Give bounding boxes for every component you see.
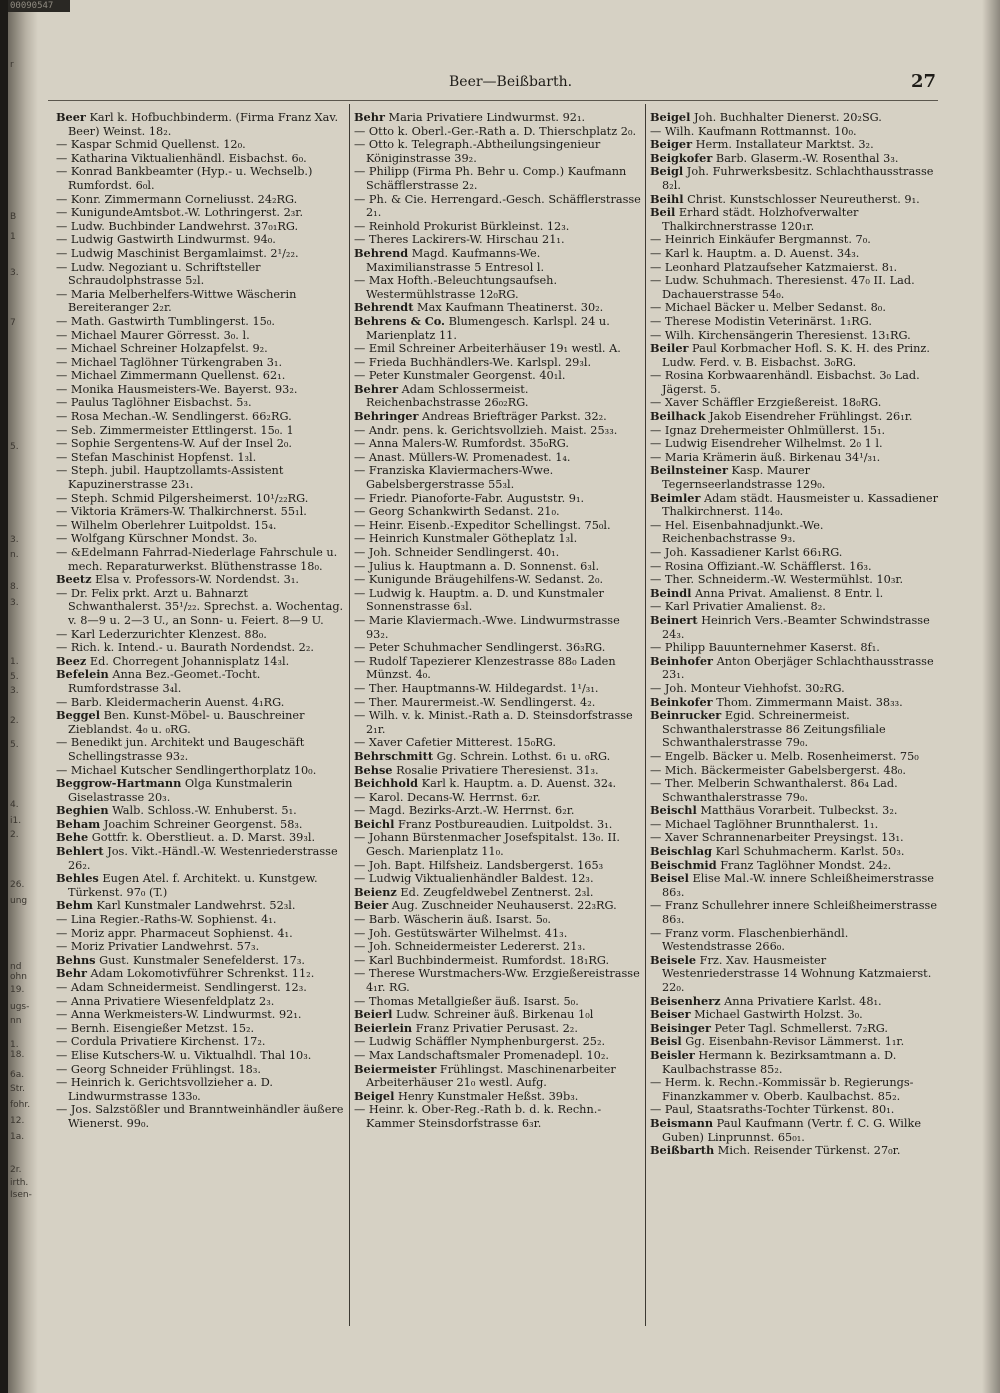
directory-entry: — Johann Bürstenmacher Josefspitalst. 13₀. II. Gesch. Marienplatz 11₀. xyxy=(354,831,621,859)
directory-entry: — Moriz Privatier Landwehrst. 57₃. xyxy=(56,940,260,954)
directory-entry: Beindl Anna Privat. Amalienst. 8 Entr. l. xyxy=(650,585,884,600)
directory-entry: — Karol. Decans-W. Herrnst. 6₂r. xyxy=(354,790,541,804)
directory-entry: Behns Gust. Kunstmaler Senefelderst. 17₃. xyxy=(56,952,305,967)
directory-entry: Behles Eugen Atel. f. Architekt. u. Kunstgew. Türkenst. 97₀ (T.) xyxy=(56,871,318,899)
directory-entry: Beinhofer Anton Oberjäger Schlachthausstrasse 23₁. xyxy=(650,653,934,682)
directory-entry: — Wilh. v. k. Minist.-Rath a. D. Steinsdorfstrasse 2₁r. xyxy=(354,709,633,736)
directory-entry: — Adam Schneidermeist. Sendlingerst. 12₃. xyxy=(56,981,307,994)
directory-entry: — Theres Lackirers-W. Hirschau 21₁. xyxy=(354,233,565,247)
directory-entry: Beischl Matthäus Vorarbeit. Tulbeckst. 3₂. xyxy=(650,803,898,818)
gutter-fragment: 2. xyxy=(10,716,19,726)
directory-entry: — Reinhold Prokurist Bürkleinst. 12₃. xyxy=(354,219,570,233)
directory-entry: Beismann Paul Kaufmann (Vertr. f. C. G. Wilke Guben) Linprunnst. 65₀₁. xyxy=(650,1115,922,1144)
directory-entry: Beihl Christ. Kunstschlosser Neureutherst. 9₁. xyxy=(650,191,920,206)
directory-entry: — Dr. Felix prkt. Arzt u. Bahnarzt Schwanthalerst. 35¹/₂₂. Sprechst. a. Wochentag. v. 8—9 u. 2—3 U., an Sonn- u. Feiert. 8—9 U. xyxy=(56,586,344,627)
directory-entry: — Ignaz Drehermeister Ohlmüllerst. 15₁. xyxy=(650,423,886,437)
directory-entry: — Kunigunde Bräugehilfens-W. Sedanst. 2₀. xyxy=(354,573,604,587)
directory-entry: Beinrucker Egid. Schreinermeist. Schwanthalerstrasse 86 Zeitungsfiliale Schwanthalerstrasse 79₀. xyxy=(650,708,886,750)
directory-entry: Beisinger Peter Tagl. Schmellerst. 7₂RG. xyxy=(650,1020,888,1035)
gutter-fragment: 5. xyxy=(10,672,19,682)
directory-entry: Behrer Adam Schlossermeist. Reichenbachstrasse 26₀₂RG. xyxy=(354,381,529,410)
directory-entry: Beiger Herm. Installateur Marktst. 3₂. xyxy=(650,137,874,152)
gutter-fragment: fohr. xyxy=(10,1100,31,1110)
directory-entry: — Peter Kunstmaler Georgenst. 40₁l. xyxy=(354,369,566,383)
directory-entry: — Franz vorm. Flaschenbierhändl. Westendstrasse 266₀. xyxy=(650,926,849,954)
directory-entry: — Michael Kutscher Sendlingerthorplatz 10₀. xyxy=(56,763,317,777)
directory-entry: — Georg Schneider Frühlingst. 18₃. xyxy=(56,1062,261,1076)
gutter-fragment: 2. xyxy=(10,830,19,840)
directory-entry: — Ludw. Schuhmach. Theresienst. 47₀ II. Lad. Dachauerstrasse 54₀. xyxy=(650,274,915,301)
directory-entry: — Wilh. Kirchensängerin Theresienst. 13₁RG. xyxy=(650,328,911,342)
directory-entry: — Rosina Offiziant.-W. Schäfflerst. 16₃. xyxy=(650,559,872,573)
directory-entry: — Barb. Kleidermacherin Auenst. 4₁RG. xyxy=(56,695,285,709)
directory-entry: — Konrad Bankbeamter (Hyp.- u. Wechselb.) Rumfordst. 6₀l. xyxy=(56,165,313,192)
header-rule xyxy=(48,100,938,101)
directory-entry: Beham Joachim Schreiner Georgenst. 58₃. xyxy=(56,816,303,831)
directory-entry: — Jos. Salzstößler und Branntweinhändler äußere Wienerst. 99₀. xyxy=(56,1103,344,1130)
directory-page xyxy=(8,0,1000,1393)
column-2 xyxy=(354,111,642,1341)
directory-entry: — Joh. Schneidermeister Ledererst. 21₃. xyxy=(354,940,586,954)
directory-entry: — Seb. Zimmermeister Ettlingerst. 15₀. 1 xyxy=(56,423,294,437)
directory-entry: — Maria Melberhelfers-Wittwe Wäscherin Bereiteranger 2₂r. xyxy=(56,287,297,315)
directory-entry: Beigel Henry Kunstmaler Heßst. 39b₃. xyxy=(354,1088,579,1103)
directory-entry: Beierl Ludw. Schreiner äuß. Birkenau 1₀l xyxy=(354,1007,594,1022)
directory-entry: Beischmid Franz Taglöhner Mondst. 24₂. xyxy=(650,857,892,872)
directory-entry: Beiermeister Frühlingst. Maschinenarbeiter Arbeiterhäuser 21₀ westl. Aufg. xyxy=(354,1061,616,1090)
gutter-fragment: 26. xyxy=(10,880,25,890)
directory-entry: — Paul, Staatsraths-Tochter Türkenst. 80₁. xyxy=(650,1103,895,1117)
gutter-fragment: 1. xyxy=(10,1040,19,1050)
directory-entry: Beilnsteiner Kasp. Maurer Tegernseerlandstrasse 129₀. xyxy=(650,463,826,492)
directory-entry: — Andr. pens. k. Gerichtsvollzieh. Maist. 25₃₃. xyxy=(354,423,618,437)
directory-entry: — Steph. Schmid Pilgersheimerst. 10¹/₂₂RG. xyxy=(56,491,309,505)
directory-entry: Befelein Anna Bez.-Geomet.-Tocht. Rumfordstrasse 3₄l. xyxy=(56,667,261,695)
directory-entry: Beinert Heinrich Vers.-Beamter Schwindstrasse 24₃. xyxy=(650,612,930,641)
gutter-fragment: 1. xyxy=(10,657,19,667)
directory-entry: Beinkofer Thom. Zimmermann Maist. 38₃₃. xyxy=(650,694,903,709)
directory-entry: — Michael Bäcker u. Melber Sedanst. 8₀. xyxy=(650,301,886,315)
gutter-fragment: ung xyxy=(10,896,28,906)
directory-entry: — Joh. Bapt. Hilfsheiz. Landsbergerst. 165₃ xyxy=(354,858,604,872)
scan-id-label: 00090547 xyxy=(8,0,70,12)
directory-entry: — Karl k. Hauptm. a. D. Auenst. 34₃. xyxy=(650,246,860,260)
directory-entry: — Ther. Melberin Schwanthalerst. 86₄ Lad. Schwanthalerstrasse 79₀. xyxy=(650,777,898,804)
directory-entry: Beil Erhard städt. Holzhofverwalter Thalkirchnerstrasse 120₁r. xyxy=(650,205,859,233)
directory-entry: Beilhack Jakob Eisendreher Frühlingst. 26₁r. xyxy=(650,409,913,424)
directory-entry: Behrend Magd. Kaufmanns-We. Maximilianstrasse 5 Entresol l. xyxy=(354,245,545,274)
directory-entry: — Peter Schuhmacher Sendlingerst. 36₃RG. xyxy=(354,641,606,655)
directory-entry: Beichhold Karl k. Hauptm. a. D. Auenst. 32₄. xyxy=(354,776,617,791)
directory-entry: — Ther. Hauptmanns-W. Hildegardst. 1¹/₃₁. xyxy=(354,681,599,695)
gutter-fragment: nn xyxy=(10,1016,22,1026)
directory-entry: — Franziska Klaviermachers-Wwe. Gabelsbergerstrasse 55₃l. xyxy=(354,464,554,492)
directory-entry: — Leonhard Platzaufseher Katzmaierst. 8₁. xyxy=(650,260,898,274)
gutter-fragment: 7 xyxy=(10,318,16,328)
directory-entry: Beisl Gg. Eisenbahn-Revisor Lämmerst. 1₁r. xyxy=(650,1034,905,1049)
directory-entry: — Otto k. Telegraph.-Abtheilungsingenieur Königinstrasse 39₂. xyxy=(354,138,601,165)
gutter-fragment: 5. xyxy=(10,740,19,750)
directory-entry: — Anast. Müllers-W. Promenadest. 1₄. xyxy=(354,450,571,464)
directory-entry: — Karl Privatier Amalienst. 8₂. xyxy=(650,600,826,614)
gutter-fragment: 3. xyxy=(10,686,19,696)
directory-entry: Beigl Joh. Fuhrwerksbesitz. Schlachthausstrasse 8₂l. xyxy=(650,164,934,192)
directory-entry: — Katharina Viktualienhändl. Eisbachst. 6₀. xyxy=(56,151,307,165)
directory-entry: — Herm. k. Rechn.-Kommissär b. Regierungs-Finanzkammer v. Oberb. Kaulbachst. 85₂. xyxy=(650,1076,914,1103)
directory-entry: — Joh. Kassadiener Karlst 66₁RG. xyxy=(650,546,843,559)
directory-entry: — Rich. k. Intend.- u. Baurath Nordendst. 2₂. xyxy=(56,641,314,655)
directory-entry: — Therese Wurstmachers-Ww. Erzgießereistrasse 4₁r. RG. xyxy=(354,967,640,994)
directory-entry: — Julius k. Hauptmann a. D. Sonnenst. 6₃l. xyxy=(354,559,600,573)
directory-entry: — Karl Lederzurichter Klenzest. 88₀. xyxy=(56,627,267,641)
directory-entry: Behse Rosalie Privatiere Theresienst. 31₃. xyxy=(354,762,599,777)
gutter-fragment: B xyxy=(10,212,17,222)
column-1 xyxy=(56,111,344,1341)
directory-entry: — Cordula Privatiere Kirchenst. 17₂. xyxy=(56,1035,266,1049)
directory-entry: — Otto k. Oberl.-Ger.-Rath a. D. Thierschplatz 2₀. xyxy=(354,124,637,138)
directory-entry: — Michael Zimmermann Quellenst. 62₁. xyxy=(56,369,286,383)
directory-entry: — Georg Schankwirth Sedanst. 21₀. xyxy=(354,505,560,519)
gutter-fragment: 3. xyxy=(10,535,19,545)
directory-entry: — Bernh. Eisengießer Metzst. 15₂. xyxy=(56,1021,255,1035)
directory-entry: — Math. Gastwirth Tumblingerst. 15₀. xyxy=(56,314,275,328)
directory-entry: Beisler Hermann k. Bezirksamtmann a. D. Kaulbachstrasse 85₂. xyxy=(650,1047,897,1076)
directory-entry: — Heinr. k. Ober-Reg.-Rath b. d. k. Rechn.-Kammer Steinsdorfstrasse 6₃r. xyxy=(354,1103,602,1130)
directory-entry: Behringer Andreas Briefträger Parkst. 32₂. xyxy=(354,409,607,424)
directory-entry: Beierlein Franz Privatier Perusast. 2₂. xyxy=(354,1020,578,1035)
directory-entry: Behr Adam Lokomotivführer Schrenkst. 11₂. xyxy=(56,966,315,981)
directory-entry: — Sophie Sergentens-W. Auf der Insel 2₀. xyxy=(56,437,293,451)
directory-entry: Beigkofer Barb. Glaserm.-W. Rosenthal 3₃. xyxy=(650,150,899,165)
directory-entry: — Anna Werkmeisters-W. Lindwurmst. 92₁. xyxy=(56,1008,302,1022)
directory-entry: Beggel Ben. Kunst-Möbel- u. Bauschreiner Zieblandst. 4₀ u. ₀RG. xyxy=(56,708,305,736)
directory-entry: — Barb. Wäscherin äuß. Isarst. 5₀. xyxy=(354,913,552,927)
directory-entry: Behrendt Max Kaufmann Theatinerst. 30₂. xyxy=(354,300,604,315)
directory-entry: — Michael Taglöhner Türkengraben 3₁. xyxy=(56,355,283,369)
directory-entry: Behr Maria Privatiere Lindwurmst. 92₁. xyxy=(354,110,586,124)
directory-entry: — Ludwig k. Hauptm. a. D. und Kunstmaler Sonnenstrasse 6₃l. xyxy=(354,586,604,614)
gutter-fragment: 3. xyxy=(10,598,19,608)
directory-entry: Beißbarth Mich. Reisender Türkenst. 27₀r. xyxy=(650,1143,901,1158)
directory-entry: — Viktoria Krämers-W. Thalkirchnerst. 55₁l. xyxy=(56,505,307,519)
directory-entry: Beier Aug. Zuschneider Neuhauserst. 22₃RG. xyxy=(354,898,617,913)
gutter-fragment: irth. xyxy=(10,1178,29,1188)
directory-entry: — Lina Regier.-Raths-W. Sophienst. 4₁. xyxy=(56,913,277,927)
directory-entry: Beer Karl k. Hofbuchbinderm. (Firma Franz Xav. Beer) Weinst. 18₂. xyxy=(56,110,339,138)
directory-entry: — Heinrich k. Gerichtsvollzieher a. D. Lindwurmstrasse 133₀. xyxy=(56,1076,273,1103)
column-3 xyxy=(650,111,938,1341)
directory-entry: — Joh. Monteur Viehhofst. 30₂RG. xyxy=(650,681,845,695)
directory-entry: — Joh. Gestütswärter Wilhelmst. 41₃. xyxy=(354,926,568,940)
directory-entry: — Magd. Bezirks-Arzt.-W. Herrnst. 6₂r. xyxy=(354,804,575,818)
column-divider-1 xyxy=(349,104,350,1326)
directory-entry: — Xaver Schäffler Erzgießereist. 18₀RG. xyxy=(650,396,882,410)
directory-entry: — Ther. Schneiderm.-W. Westermühlst. 10₃r. xyxy=(650,573,904,587)
directory-entry: — Konr. Zimmermann Corneliusst. 24₂RG. xyxy=(56,192,298,206)
directory-entry: — Benedikt jun. Architekt und Baugeschäft Schellingstrasse 93₂. xyxy=(56,736,305,763)
directory-entry: Beetz Elsa v. Professors-W. Nordendst. 3₁. xyxy=(56,572,299,587)
gutter-fragment: 5. xyxy=(10,442,19,452)
gutter-fragment: 6a. xyxy=(10,1070,25,1080)
directory-entry: — Friedr. Pianoforte-Fabr. Auguststr. 9₁. xyxy=(354,491,585,505)
directory-entry: — &Edelmann Fahrrad-Niederlage Fahrschule u. mech. Reparaturwerkst. Blüthenstrasse 18₀. xyxy=(56,546,338,573)
directory-entry: Behrschmitt Gg. Schrein. Lothst. 6₁ u. ₀RG. xyxy=(354,748,611,763)
page-number: 27 xyxy=(911,71,937,92)
gutter-fragment: 2r. xyxy=(10,1165,22,1175)
directory-entry: Behlert Jos. Vikt.-Händl.-W. Westenriederstrasse 26₂. xyxy=(56,844,338,872)
directory-entry: — Wolfgang Kürschner Mondst. 3₀. xyxy=(56,532,258,546)
directory-entry: — Paulus Taglöhner Eisbachst. 5₃. xyxy=(56,396,252,410)
directory-entry: — Michael Taglöhner Brunnthalerst. 1₁. xyxy=(650,817,879,831)
gutter-fragment: 12. xyxy=(10,1116,25,1126)
directory-entry: — Ludwig Schäffler Nymphenburgerst. 25₂. xyxy=(354,1035,606,1049)
directory-entry: — Franz Schullehrer innere Schleißheimerstrasse 86₃. xyxy=(650,899,938,927)
directory-entry: — Moriz appr. Pharmaceut Sophienst. 4₁. xyxy=(56,926,293,940)
directory-entry: Beienz Ed. Zeugfeldwebel Zentnerst. 2₃l. xyxy=(354,884,594,899)
directory-entry: Beichl Franz Postbureaudien. Luitpoldst. 3₁. xyxy=(354,816,613,831)
gutter-fragment: ohn xyxy=(10,972,27,982)
directory-entry: Beiler Paul Korbmacher Hofl. S. K. H. des Prinz. Ludw. Ferd. v. B. Eisbachst. 3₀RG. xyxy=(650,341,930,369)
gutter-fragment: r xyxy=(10,60,14,70)
gutter-fragment: 8. xyxy=(10,582,19,592)
directory-entry: Beigel Joh. Buchhalter Dienerst. 20₂SG. xyxy=(650,110,882,124)
running-head: Beer—Beißbarth. xyxy=(449,74,573,90)
directory-entry: — Ludw. Negoziant u. Schriftsteller Schraudolphstrasse 5₂l. xyxy=(56,260,261,288)
directory-entry: — Wilh. Kaufmann Rottmannst. 10₀. xyxy=(650,124,857,138)
gutter-fragment: 19. xyxy=(10,985,25,995)
directory-entry: — Joh. Schneider Sendlingerst. 40₁. xyxy=(354,546,560,559)
directory-entry: — Ludwig Eisendreher Wilhelmst. 2₀ 1 l. xyxy=(650,437,883,451)
directory-entry: Beisel Elise Mal.-W. innere Schleißheimerstrasse 86₃. xyxy=(650,871,934,899)
directory-entry: — Max Hofth.-Beleuchtungsaufseh. Westermühlstrasse 12₀RG. xyxy=(354,274,558,301)
directory-entry: — Ther. Maurermeist.-W. Sendlingerst. 4₂. xyxy=(354,695,596,709)
directory-entry: — Ludwig Viktualienhändler Baldest. 12₃. xyxy=(354,872,594,886)
directory-entry: — Mich. Bäckermeister Gabelsbergerst. 48₀. xyxy=(650,763,906,777)
directory-entry: Beghien Walb. Schloss.-W. Enhuberst. 5₁. xyxy=(56,803,297,818)
directory-entry: — KunigundeAmtsbot.-W. Lothringerst. 2₃r. xyxy=(56,206,304,220)
gutter-fragment: 1 xyxy=(10,232,16,242)
directory-entry: — Hel. Eisenbahnadjunkt.-We. Reichenbachstrasse 9₃. xyxy=(650,518,824,546)
gutter-fragment: i1. xyxy=(10,816,22,826)
directory-entry: — Anna Privatiere Wiesenfeldplatz 2₃. xyxy=(56,994,275,1008)
directory-entry: — Heinrich Einkäufer Bergmannst. 7₀. xyxy=(650,233,871,247)
directory-entry: — Xaver Cafetier Mitterest. 15₀RG. xyxy=(354,736,556,750)
directory-entry: — Rudolf Tapezierer Klenzestrasse 88₀ Laden Münzst. 4₀. xyxy=(354,654,616,682)
directory-entry: — Ludwig Gastwirth Lindwurmst. 94₀. xyxy=(56,233,276,247)
gutter-fragment: 3. xyxy=(10,268,19,278)
directory-entry: — Anna Malers-W. Rumfordst. 35₀RG. xyxy=(354,437,569,451)
directory-entry: Beisele Frz. Xav. Hausmeister Westenriederstrasse 14 Wohnung Katzmaierst. 22₀. xyxy=(650,952,932,994)
directory-entry: Beiser Michael Gastwirth Holzst. 3₀. xyxy=(650,1007,863,1022)
directory-entry: Beez Ed. Chorregent Johannisplatz 14₃l. xyxy=(56,653,290,668)
directory-entry: — Ludwig Maschinist Bergamlaimst. 2¹/₂₂. xyxy=(56,246,299,260)
directory-entry: — Maria Krämerin äuß. Birkenau 34¹/₃₁. xyxy=(650,450,881,464)
directory-entry: — Wilhelm Oberlehrer Luitpoldst. 15₄. xyxy=(56,518,277,532)
directory-entry: — Rosina Korbwaarenhändl. Eisbachst. 3₀ Lad. Jägerst. 5. xyxy=(650,369,920,396)
directory-entry: Beisenherz Anna Privatiere Karlst. 48₁. xyxy=(650,993,882,1008)
directory-entry: — Monika Hausmeisters-We. Bayerst. 93₂. xyxy=(56,382,298,396)
gutter-fragment: Str. xyxy=(10,1084,25,1094)
directory-entry: Behrens & Co. Blumengesch. Karlspl. 24 u. Marienplatz 11. xyxy=(354,313,610,342)
directory-entry: — Stefan Maschinist Hopfenst. 1₃l. xyxy=(56,450,257,464)
directory-entry: Beggrow-Hartmann Olga Kunstmalerin Giselastrasse 20₃. xyxy=(56,776,293,804)
directory-entry: — Rosa Mechan.-W. Sendlingerst. 66₂RG. xyxy=(56,410,292,424)
directory-entry: — Philipp (Firma Ph. Behr u. Comp.) Kaufmann Schäfflerstrasse 2₂. xyxy=(354,165,627,192)
directory-entry: — Xaver Schrannenarbeiter Preysingst. 13₁. xyxy=(650,831,904,845)
gutter-fragment: n. xyxy=(10,550,19,560)
directory-entry: — Michael Maurer Görresst. 3₀. l. xyxy=(56,328,250,342)
directory-entry: — Ludw. Buchbinder Landwehrst. 37₀₁RG. xyxy=(56,219,299,233)
directory-entry: — Frieda Buchhändlers-We. Karlspl. 29₃l. xyxy=(354,355,592,369)
directory-entry: — Heinrich Kunstmaler Götheplatz 1₃l. xyxy=(354,532,578,546)
directory-entry: — Philipp Bauunternehmer Kaserst. 8f₁. xyxy=(650,641,880,655)
facing-page-fragments xyxy=(8,0,42,1393)
column-divider-2 xyxy=(645,104,646,1326)
gutter-fragment: ugs- xyxy=(10,1002,30,1012)
directory-entry: — Heinr. Eisenb.-Expeditor Schellingst. 75₀l. xyxy=(354,518,611,532)
directory-entry: — Engelb. Bäcker u. Melb. Rosenheimerst. 75₀ xyxy=(650,749,919,763)
directory-entry: — Therese Modistin Veterinärst. 1₁RG. xyxy=(650,314,872,328)
directory-entry: — Elise Kutschers-W. u. Viktualhdl. Thal 10₃. xyxy=(56,1048,312,1062)
directory-entry: Behm Karl Kunstmaler Landwehrst. 52₃l. xyxy=(56,898,296,913)
directory-entry: — Max Landschaftsmaler Promenadepl. 10₂. xyxy=(354,1048,609,1062)
directory-entry: — Ph. & Cie. Herrengard.-Gesch. Schäfflerstrasse 2₁. xyxy=(354,192,641,220)
directory-entry: — Steph. jubil. Hauptzollamts-Assistent Kapuzinerstrasse 23₁. xyxy=(56,464,284,492)
directory-entry: — Thomas Metallgießer äuß. Isarst. 5₀. xyxy=(354,994,579,1008)
gutter-fragment: 1a. xyxy=(10,1132,25,1142)
directory-entry: Beischlag Karl Schuhmacherm. Karlst. 50₃. xyxy=(650,844,905,859)
directory-entry: — Kaspar Schmid Quellenst. 12₀. xyxy=(56,138,246,152)
directory-entry: — Karl Buchbindermeist. Rumfordst. 18₁RG. xyxy=(354,953,610,967)
directory-entry: — Marie Klaviermach.-Wwe. Lindwurmstrasse 93₂. xyxy=(354,613,620,641)
gutter-fragment: 18. xyxy=(10,1050,25,1060)
directory-entry: — Michael Schreiner Holzapfelst. 9₂. xyxy=(56,342,268,356)
gutter-fragment: nd xyxy=(10,962,22,972)
page-edge-shadow xyxy=(982,0,1000,1393)
gutter-fragment: 4. xyxy=(10,800,19,810)
directory-entry: Behe Gottfr. k. Oberstlieut. a. D. Marst. 39₃l. xyxy=(56,830,316,845)
directory-entry: — Emil Schreiner Arbeiterhäuser 19₁ westl. A. xyxy=(354,342,621,356)
directory-entry: Beimler Adam städt. Hausmeister u. Kassadiener Thalkirchnerst. 114₀. xyxy=(650,490,939,519)
page-header xyxy=(44,71,944,96)
gutter-fragment: Isen- xyxy=(10,1190,32,1200)
